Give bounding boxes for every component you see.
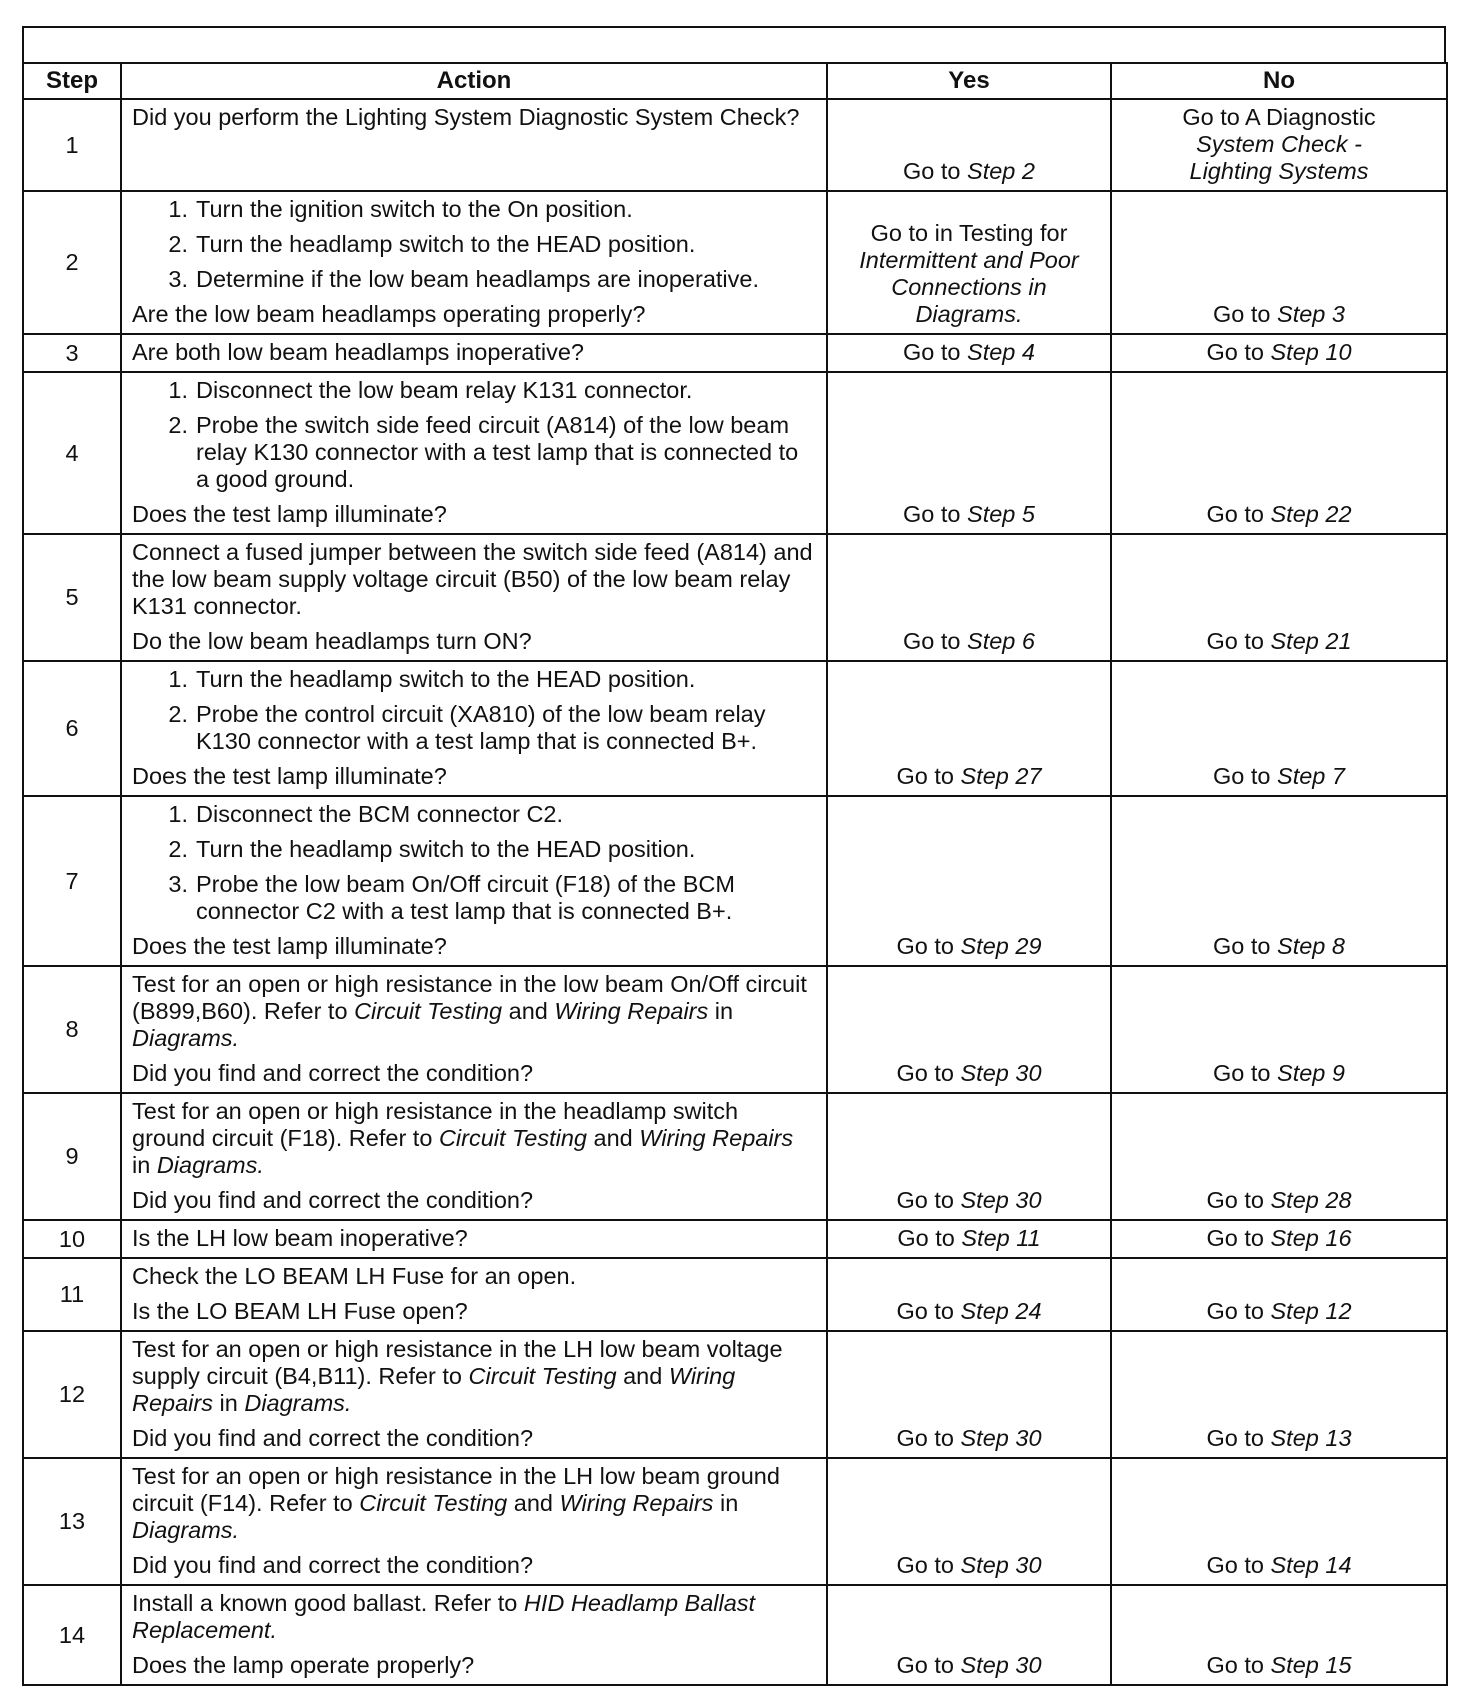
no-cell — [1111, 191, 1447, 334]
table-row — [23, 1458, 1447, 1585]
goto-step-link: Step 3 — [1277, 301, 1345, 327]
action-text — [132, 998, 816, 1025]
reference-link-text: Wiring Repairs — [559, 1490, 714, 1516]
goto-step-link: Step 13 — [1270, 1425, 1352, 1451]
yes-cell — [827, 1331, 1111, 1458]
goto-step-link: Step 4 — [967, 339, 1035, 365]
diagnostic-table — [22, 62, 1448, 1686]
goto-prefix: Go to — [903, 501, 968, 527]
reference-link-text: Repairs — [132, 1390, 213, 1416]
goto-step-link: Step 30 — [960, 1652, 1042, 1678]
goto-prefix: Go to — [896, 763, 961, 789]
step-number: 13 — [23, 1458, 121, 1585]
action-text: Did you perform the Lighting System Diagnostic System Check? — [132, 104, 800, 130]
action-question: Did you find and correct the condition? — [132, 1187, 534, 1213]
yes-cell — [827, 1220, 1111, 1258]
table-row — [23, 661, 1447, 796]
step-number: 8 — [23, 966, 121, 1093]
list-number: 2. — [168, 412, 188, 438]
list-number: 3. — [168, 266, 188, 292]
list-text: Disconnect the low beam relay K131 connector. — [196, 377, 693, 403]
yes-cell — [827, 99, 1111, 191]
goto-prefix: Go to — [896, 1187, 961, 1213]
list-text: Probe the switch side feed circuit (A814) of the low beam relay K130 connector with a test lamp that is connected to a good ground. — [196, 412, 799, 492]
diagnostic-table-sheet — [22, 26, 1446, 1686]
action-text-segment: Test for an open or high resistance in the LH low beam ground — [132, 1463, 780, 1489]
list-number: 1. — [168, 196, 188, 222]
list-number: 2. — [168, 701, 188, 727]
action-list-item — [132, 231, 816, 258]
goto-prefix: Go to — [1206, 1187, 1271, 1213]
action-text: Check the LO BEAM LH Fuse for an open. — [132, 1263, 577, 1289]
action-list-item — [132, 666, 816, 693]
action-question: Are the low beam headlamps operating properly? — [132, 301, 646, 327]
header-action: Action — [121, 63, 827, 99]
goto-step-link: Step 15 — [1270, 1652, 1352, 1678]
action-question: Does the test lamp illuminate? — [132, 933, 447, 959]
step-number: 5 — [23, 534, 121, 661]
step-number: 11 — [23, 1258, 121, 1331]
no-cell — [1111, 1093, 1447, 1220]
table-row — [23, 99, 1447, 191]
yes-cell — [827, 372, 1111, 534]
action-text — [132, 1152, 816, 1179]
no-cell — [1111, 534, 1447, 661]
no-cell — [1111, 1220, 1447, 1258]
goto-step-link: Step 2 — [967, 158, 1035, 184]
list-text: Probe the low beam On/Off circuit (F18) of the BCM connector C2 with a test lamp that is connected B+. — [196, 871, 735, 924]
step-number: 10 — [23, 1220, 121, 1258]
yes-text: Go to in Testing for — [870, 220, 1068, 246]
goto-prefix: Go to — [896, 1652, 961, 1678]
goto-step-link: Step 6 — [967, 628, 1035, 654]
step-number: 4 — [23, 372, 121, 534]
yes-cell — [827, 191, 1111, 334]
goto-prefix: Go to — [903, 628, 968, 654]
header-yes: Yes — [827, 63, 1111, 99]
step-number: 3 — [23, 334, 121, 372]
header-row — [23, 63, 1447, 99]
goto-step-link: Step 7 — [1277, 763, 1345, 789]
goto-prefix: Go to — [1206, 339, 1271, 365]
action-list-item — [132, 412, 816, 493]
yes-cell — [827, 1458, 1111, 1585]
yes-cell — [827, 966, 1111, 1093]
goto-step-link: Step 27 — [960, 763, 1042, 789]
action-text: the low beam supply voltage circuit (B50) of the low beam relay — [132, 566, 791, 592]
action-text-segment: Test for an open or high resistance in the low beam On/Off circuit — [132, 971, 807, 997]
goto-prefix: Go to — [897, 1225, 962, 1251]
goto-step-link: Step 12 — [1270, 1298, 1352, 1324]
action-cell — [121, 796, 827, 966]
action-text: Are both low beam headlamps inoperative? — [132, 339, 584, 365]
list-text: Disconnect the BCM connector C2. — [196, 801, 564, 827]
action-cell — [121, 334, 827, 372]
action-text — [132, 1617, 816, 1644]
no-cell — [1111, 1258, 1447, 1331]
reference-link-text: Wiring Repairs — [639, 1125, 794, 1151]
reference-link-text: Diagrams. — [132, 1517, 240, 1543]
reference-link-text: Circuit Testing — [354, 998, 503, 1024]
table-row — [23, 1258, 1447, 1331]
table-row — [23, 191, 1447, 334]
action-text-segment: and — [616, 1363, 669, 1389]
step-number: 2 — [23, 191, 121, 334]
action-list-item — [132, 801, 816, 828]
list-number: 3. — [168, 871, 188, 897]
action-list-item — [132, 701, 816, 755]
action-cell — [121, 1585, 827, 1685]
reference-link-text: Circuit Testing — [359, 1490, 508, 1516]
yes-cell — [827, 661, 1111, 796]
action-cell — [121, 1458, 827, 1585]
no-text: Lighting Systems — [1189, 158, 1369, 184]
action-question: Did you find and correct the condition? — [132, 1552, 534, 1578]
list-number: 1. — [168, 377, 188, 403]
table-row — [23, 334, 1447, 372]
table-row — [23, 534, 1447, 661]
yes-text: Diagrams. — [915, 301, 1023, 327]
action-cell — [121, 1220, 827, 1258]
table-row — [23, 1331, 1447, 1458]
goto-prefix: Go to — [896, 1298, 961, 1324]
table-body — [23, 99, 1447, 1685]
action-question: Does the lamp operate properly? — [132, 1652, 475, 1678]
goto-step-link: Step 5 — [967, 501, 1035, 527]
action-list-item — [132, 196, 816, 223]
action-text-segment: and — [507, 1490, 560, 1516]
goto-prefix: Go to — [1206, 1225, 1271, 1251]
goto-step-link: Step 11 — [961, 1225, 1041, 1251]
reference-link-text: Diagrams. — [156, 1152, 264, 1178]
yes-cell — [827, 1093, 1111, 1220]
no-cell — [1111, 1585, 1447, 1685]
list-text: Determine if the low beam headlamps are inoperative. — [196, 266, 759, 292]
no-cell — [1111, 99, 1447, 191]
reference-link-text: Diagrams. — [244, 1390, 352, 1416]
goto-prefix: Go to — [1206, 628, 1271, 654]
action-question: Is the LO BEAM LH Fuse open? — [132, 1298, 468, 1324]
goto-prefix: Go to — [1206, 1425, 1271, 1451]
goto-prefix: Go to — [896, 1060, 961, 1086]
reference-link-text: HID Headlamp Ballast — [523, 1590, 756, 1616]
action-cell — [121, 1331, 827, 1458]
yes-cell — [827, 1258, 1111, 1331]
action-text-segment: circuit (F14). Refer to — [132, 1490, 360, 1516]
action-text-segment: in — [212, 1390, 245, 1416]
no-cell — [1111, 1331, 1447, 1458]
step-number: 7 — [23, 796, 121, 966]
goto-step-link: Step 30 — [960, 1187, 1042, 1213]
goto-step-link: Step 22 — [1270, 501, 1352, 527]
reference-link-text: Diagrams. — [132, 1025, 240, 1051]
yes-cell — [827, 796, 1111, 966]
table-row — [23, 796, 1447, 966]
no-cell — [1111, 372, 1447, 534]
step-number: 6 — [23, 661, 121, 796]
action-text-segment: Test for an open or high resistance in the LH low beam voltage — [132, 1336, 783, 1362]
yes-text: Connections in — [891, 274, 1047, 300]
table-row — [23, 372, 1447, 534]
step-number: 12 — [23, 1331, 121, 1458]
action-text — [132, 1336, 816, 1363]
action-text — [132, 1125, 816, 1152]
goto-prefix: Go to — [1206, 1298, 1271, 1324]
goto-step-link: Step 24 — [960, 1298, 1042, 1324]
action-text-segment: ground circuit (F18). Refer to — [132, 1125, 439, 1151]
step-number: 9 — [23, 1093, 121, 1220]
action-text-segment: (B899,B60). Refer to — [132, 998, 355, 1024]
step-number: 14 — [23, 1585, 121, 1685]
goto-step-link: Step 9 — [1277, 1060, 1345, 1086]
action-text — [132, 1463, 816, 1490]
yes-cell — [827, 534, 1111, 661]
goto-step-link: Step 14 — [1270, 1552, 1352, 1578]
action-text-segment: in — [708, 998, 734, 1024]
goto-prefix: Go to — [896, 1425, 961, 1451]
goto-prefix: Go to — [1206, 1552, 1271, 1578]
no-text: System Check - — [1196, 131, 1362, 157]
action-list-item — [132, 871, 816, 925]
goto-step-link: Step 30 — [960, 1552, 1042, 1578]
goto-step-link: Step 10 — [1270, 339, 1352, 365]
action-text-segment: Install a known good ballast. Refer to — [132, 1590, 524, 1616]
action-text-segment: Test for an open or high resistance in the headlamp switch — [132, 1098, 739, 1124]
action-question: Did you find and correct the condition? — [132, 1425, 534, 1451]
action-cell — [121, 372, 827, 534]
goto-prefix: Go to — [1213, 1060, 1278, 1086]
action-text-segment: and — [502, 998, 555, 1024]
no-text: Go to A Diagnostic — [1182, 104, 1376, 130]
goto-step-link: Step 30 — [960, 1425, 1042, 1451]
table-row — [23, 1585, 1447, 1685]
action-text — [132, 1517, 816, 1544]
goto-prefix: Go to — [1213, 933, 1278, 959]
table-title-bar — [22, 26, 1446, 62]
yes-cell — [827, 334, 1111, 372]
action-text — [132, 971, 816, 998]
goto-step-link: Step 29 — [960, 933, 1042, 959]
list-text: Turn the headlamp switch to the HEAD position. — [196, 836, 696, 862]
action-cell — [121, 191, 827, 334]
reference-link-text: Wiring — [668, 1363, 736, 1389]
reference-link-text: Circuit Testing — [438, 1125, 587, 1151]
action-cell — [121, 1093, 827, 1220]
goto-prefix: Go to — [896, 933, 961, 959]
table-row — [23, 1093, 1447, 1220]
action-cell — [121, 99, 827, 191]
list-number: 2. — [168, 231, 188, 257]
action-cell — [121, 966, 827, 1093]
action-question: Do the low beam headlamps turn ON? — [132, 628, 532, 654]
action-list-item — [132, 266, 816, 293]
action-text — [132, 1098, 816, 1125]
goto-step-link: Step 21 — [1270, 628, 1352, 654]
action-cell — [121, 1258, 827, 1331]
table-row — [23, 966, 1447, 1093]
goto-prefix: Go to — [1213, 763, 1278, 789]
goto-prefix: Go to — [1206, 1652, 1271, 1678]
list-number: 2. — [168, 836, 188, 862]
goto-prefix: Go to — [896, 1552, 961, 1578]
list-text: Turn the ignition switch to the On position. — [196, 196, 633, 222]
goto-step-link: Step 30 — [960, 1060, 1042, 1086]
no-cell — [1111, 334, 1447, 372]
action-text — [132, 1390, 816, 1417]
action-text: Connect a fused jumper between the switch side feed (A814) and — [132, 539, 813, 565]
goto-prefix: Go to — [1206, 501, 1271, 527]
reference-link-text: Circuit Testing — [468, 1363, 617, 1389]
action-text: K131 connector. — [132, 593, 302, 619]
action-text: Is the LH low beam inoperative? — [132, 1225, 468, 1251]
yes-text: Intermittent and Poor — [859, 247, 1079, 273]
list-number: 1. — [168, 801, 188, 827]
table-row — [23, 1220, 1447, 1258]
action-text-segment: in — [132, 1152, 157, 1178]
action-question: Did you find and correct the condition? — [132, 1060, 534, 1086]
no-cell — [1111, 796, 1447, 966]
action-question: Does the test lamp illuminate? — [132, 763, 447, 789]
goto-prefix: Go to — [903, 339, 968, 365]
action-list-item — [132, 836, 816, 863]
header-no: No — [1111, 63, 1447, 99]
goto-prefix: Go to — [903, 158, 968, 184]
goto-prefix: Go to — [1213, 301, 1278, 327]
no-cell — [1111, 661, 1447, 796]
goto-step-link: Step 28 — [1270, 1187, 1352, 1213]
no-cell — [1111, 966, 1447, 1093]
goto-step-link: Step 8 — [1277, 933, 1345, 959]
action-text — [132, 1025, 816, 1052]
action-question: Does the test lamp illuminate? — [132, 501, 447, 527]
action-cell — [121, 534, 827, 661]
action-text — [132, 1590, 816, 1617]
list-text: Turn the headlamp switch to the HEAD position. — [196, 666, 696, 692]
reference-link-text: Replacement. — [132, 1617, 277, 1643]
action-cell — [121, 661, 827, 796]
action-text — [132, 1490, 816, 1517]
action-text-segment: and — [586, 1125, 640, 1151]
list-text: Probe the control circuit (XA810) of the low beam relay K130 connector with a test lamp that is connected B+. — [196, 701, 766, 754]
goto-step-link: Step 16 — [1270, 1225, 1352, 1251]
list-number: 1. — [168, 666, 188, 692]
header-step: Step — [23, 63, 121, 99]
action-text-segment: in — [713, 1490, 739, 1516]
action-list-item — [132, 377, 816, 404]
reference-link-text: Wiring Repairs — [554, 998, 709, 1024]
no-cell — [1111, 1458, 1447, 1585]
list-text: Turn the headlamp switch to the HEAD position. — [196, 231, 696, 257]
yes-cell — [827, 1585, 1111, 1685]
step-number: 1 — [23, 99, 121, 191]
action-text-segment: supply circuit (B4,B11). Refer to — [132, 1363, 469, 1389]
action-text — [132, 1363, 816, 1390]
